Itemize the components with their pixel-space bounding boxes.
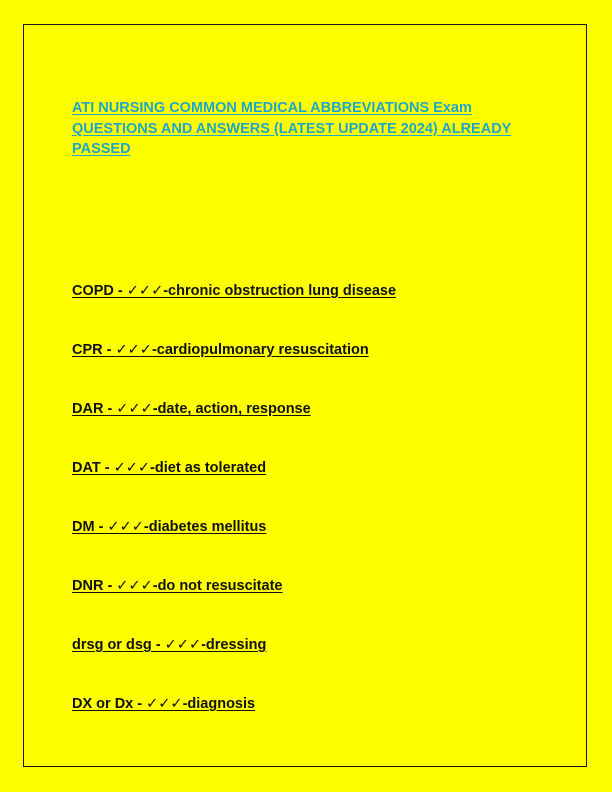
qa-item-dar: DAR - ✓✓✓-date, action, response: [72, 401, 311, 417]
qa-item-dx: DX or Dx - ✓✓✓-diagnosis: [72, 696, 256, 712]
qa-item-copd: COPD - ✓✓✓-chronic obstruction lung disease: [72, 283, 397, 299]
qa-item-dnr: DNR - ✓✓✓-do not resuscitate: [72, 578, 283, 594]
qa-item-drsg: drsg or dsg - ✓✓✓-dressing: [72, 637, 267, 653]
qa-item-dat: DAT - ✓✓✓-diet as tolerated: [72, 460, 267, 476]
document-title: ATI NURSING COMMON MEDICAL ABBREVIATIONS Exam QUESTIONS AND ANSWERS (LATEST UPDATE 2024) ALREADY PASSED: [72, 100, 512, 157]
qa-item-cpr: CPR - ✓✓✓-cardiopulmonary resuscitation: [72, 342, 369, 358]
qa-item-dm: DM - ✓✓✓-diabetes mellitus: [72, 519, 267, 535]
